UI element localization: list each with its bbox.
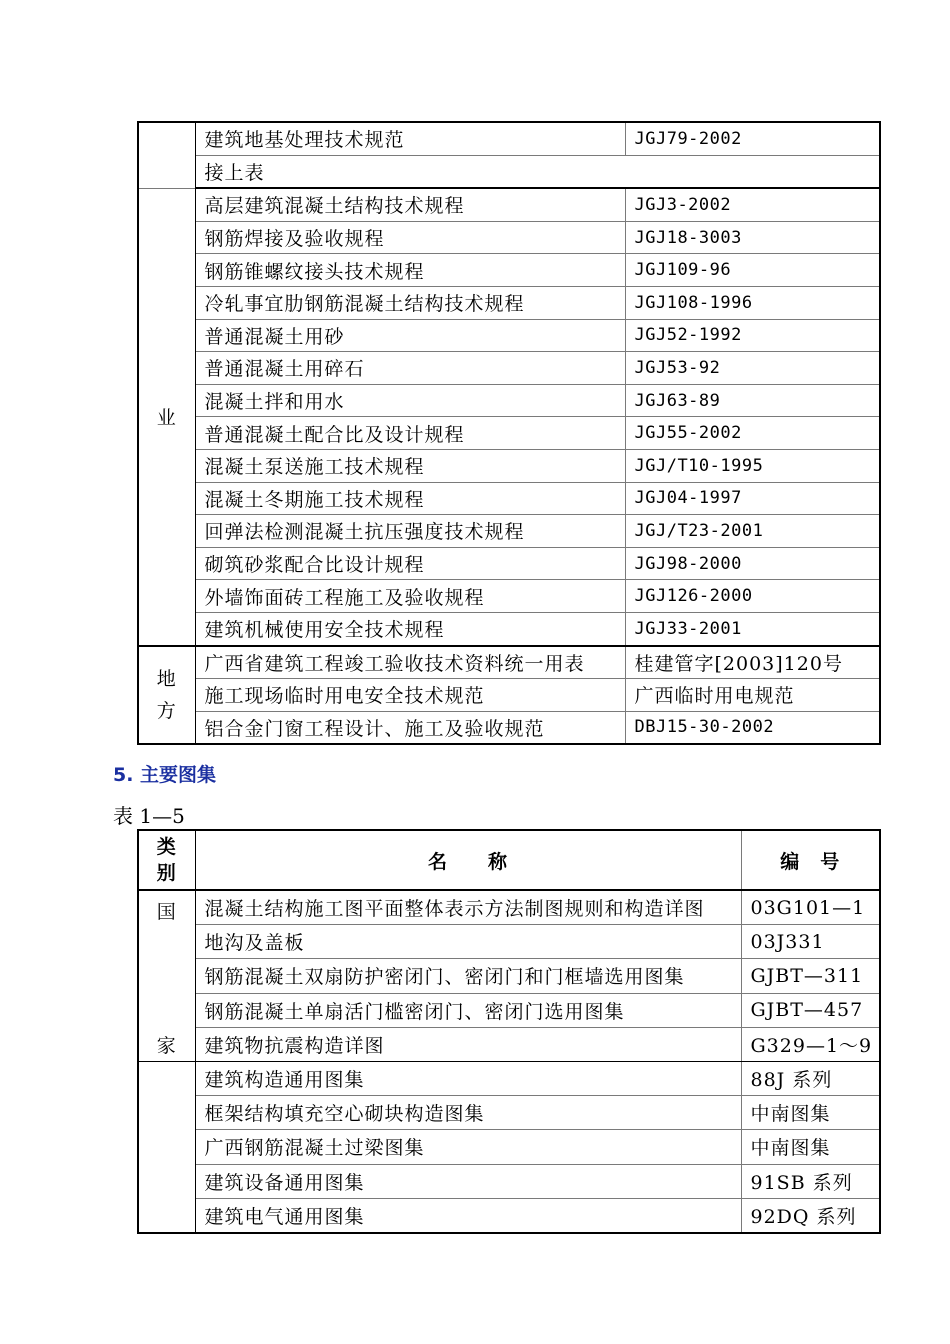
standard-name: 冷轧事宜肋钢筋混凝土结构技术规程 (195, 286, 625, 319)
table-row (138, 286, 880, 319)
standard-code: JGJ18-3003 (625, 221, 880, 254)
standard-name: 钢筋焊接及验收规程 (195, 221, 625, 254)
table-row (138, 482, 880, 515)
standard-code: 广西临时用电规范 (625, 679, 880, 712)
table-row (138, 384, 880, 417)
table-row (138, 1061, 880, 1095)
atlas-code: G329—1～9 (741, 1027, 880, 1061)
standard-code: JGJ/T23-2001 (625, 515, 880, 548)
category-char: 家 (156, 1035, 177, 1057)
standard-code: JGJ53-92 (625, 352, 880, 385)
table-row (138, 515, 880, 548)
standard-code: JGJ79-2002 (625, 122, 880, 155)
standard-name: 普通混凝土用碎石 (195, 352, 625, 385)
atlas-table (137, 829, 881, 1234)
atlas-code: 03J331 (741, 925, 880, 959)
standard-name: 铝合金门窗工程设计、施工及验收规范 (195, 711, 625, 744)
standard-code: JGJ126-2000 (625, 580, 880, 613)
standard-name: 回弹法检测混凝土抗压强度技术规程 (195, 515, 625, 548)
table-label: 表 1—5 (113, 804, 185, 828)
standard-code: 桂建管字[2003]120号 (625, 646, 880, 679)
standard-name: 混凝土冬期施工技术规程 (195, 482, 625, 515)
table-row (138, 959, 880, 993)
standard-code: JGJ109-96 (625, 254, 880, 287)
standard-name: 砌筑砂浆配合比设计规程 (195, 547, 625, 580)
standard-code: JGJ108-1996 (625, 286, 880, 319)
atlas-code: 92DQ 系列 (741, 1198, 880, 1233)
standard-code: JGJ52-1992 (625, 319, 880, 352)
atlas-name: 混凝土结构施工图平面整体表示方法制图规则和构造详图 (195, 890, 741, 925)
standard-code: JGJ98-2000 (625, 547, 880, 580)
standard-code: JGJ55-2002 (625, 417, 880, 450)
category-cell-blank (138, 1061, 195, 1232)
standard-code: JGJ04-1997 (625, 482, 880, 515)
standard-name: 建筑地基处理技术规范 (195, 122, 625, 155)
standard-name: 混凝土泵送施工技术规程 (195, 449, 625, 482)
category-cell-blank (138, 122, 195, 188)
standard-code: JGJ/T10-1995 (625, 449, 880, 482)
continued-label: 接上表 (195, 155, 880, 188)
category-local (138, 646, 195, 745)
standard-name: 普通混凝土用砂 (195, 319, 625, 352)
standard-name: 混凝土拌和用水 (195, 384, 625, 417)
atlas-name: 建筑设备通用图集 (195, 1164, 741, 1198)
table-row (138, 1198, 880, 1233)
atlas-code: 中南图集 (741, 1096, 880, 1130)
table-row (138, 1164, 880, 1198)
atlas-name: 建筑电气通用图集 (195, 1198, 741, 1233)
header-category: 类 别 (138, 830, 195, 890)
table-row (138, 679, 880, 712)
table-row (138, 1096, 880, 1130)
atlas-code: GJBT—457 (741, 993, 880, 1027)
table-row (138, 890, 880, 925)
atlas-code: 88J 系列 (741, 1061, 880, 1095)
table-row (138, 1027, 880, 1061)
category-char: 地 (156, 667, 177, 690)
atlas-name: 地沟及盖板 (195, 925, 741, 959)
standard-name: 广西省建筑工程竣工验收技术资料统一用表 (195, 646, 625, 679)
header-code: 编 号 (741, 830, 880, 890)
table-row (138, 352, 880, 385)
table-row (138, 155, 880, 188)
atlas-name: 框架结构填充空心砌块构造图集 (195, 1096, 741, 1130)
atlas-name: 建筑构造通用图集 (195, 1061, 741, 1095)
standard-name: 钢筋锥螺纹接头技术规程 (195, 254, 625, 287)
atlas-name: 钢筋混凝土双扇防护密闭门、密闭门和门框墙选用图集 (195, 959, 741, 993)
table-row (138, 580, 880, 613)
standard-name: 施工现场临时用电安全技术规范 (195, 679, 625, 712)
category-char: 国 (156, 901, 177, 923)
table-row (138, 993, 880, 1027)
atlas-code: 中南图集 (741, 1130, 880, 1164)
standard-name: 普通混凝土配合比及设计规程 (195, 417, 625, 450)
standard-name: 建筑机械使用安全技术规程 (195, 612, 625, 645)
atlas-name: 广西钢筋混凝土过梁图集 (195, 1130, 741, 1164)
standard-code: JGJ3-2002 (625, 188, 880, 221)
category-industry: 业 (138, 188, 195, 645)
standards-table-continued (137, 121, 881, 745)
atlas-code: 03G101—1 (741, 890, 880, 925)
table-row (138, 711, 880, 744)
atlas-name: 钢筋混凝土单扇活门槛密闭门、密闭门选用图集 (195, 993, 741, 1027)
table-row (138, 1130, 880, 1164)
standard-code: JGJ33-2001 (625, 612, 880, 645)
table-row (138, 646, 880, 679)
atlas-name: 建筑物抗震构造详图 (195, 1027, 741, 1061)
atlas-code: 91SB 系列 (741, 1164, 880, 1198)
table-row (138, 547, 880, 580)
standard-name: 外墙饰面砖工程施工及验收规程 (195, 580, 625, 613)
section-heading: 5. 主要图集 (113, 764, 217, 786)
category-char: 方 (156, 699, 177, 722)
standard-code: JGJ63-89 (625, 384, 880, 417)
table-row (138, 417, 880, 450)
standard-code: DBJ15-30-2002 (625, 711, 880, 744)
table-row (138, 254, 880, 287)
table-row (138, 188, 880, 221)
table-row (138, 319, 880, 352)
table-row (138, 221, 880, 254)
header-name: 名 称 (195, 830, 741, 890)
table-row (138, 449, 880, 482)
table-row (138, 122, 880, 155)
table-row (138, 925, 880, 959)
table-header-row (138, 830, 880, 890)
table-row (138, 612, 880, 645)
standard-name: 高层建筑混凝土结构技术规程 (195, 188, 625, 221)
category-national (138, 890, 195, 1061)
atlas-code: GJBT—311 (741, 959, 880, 993)
